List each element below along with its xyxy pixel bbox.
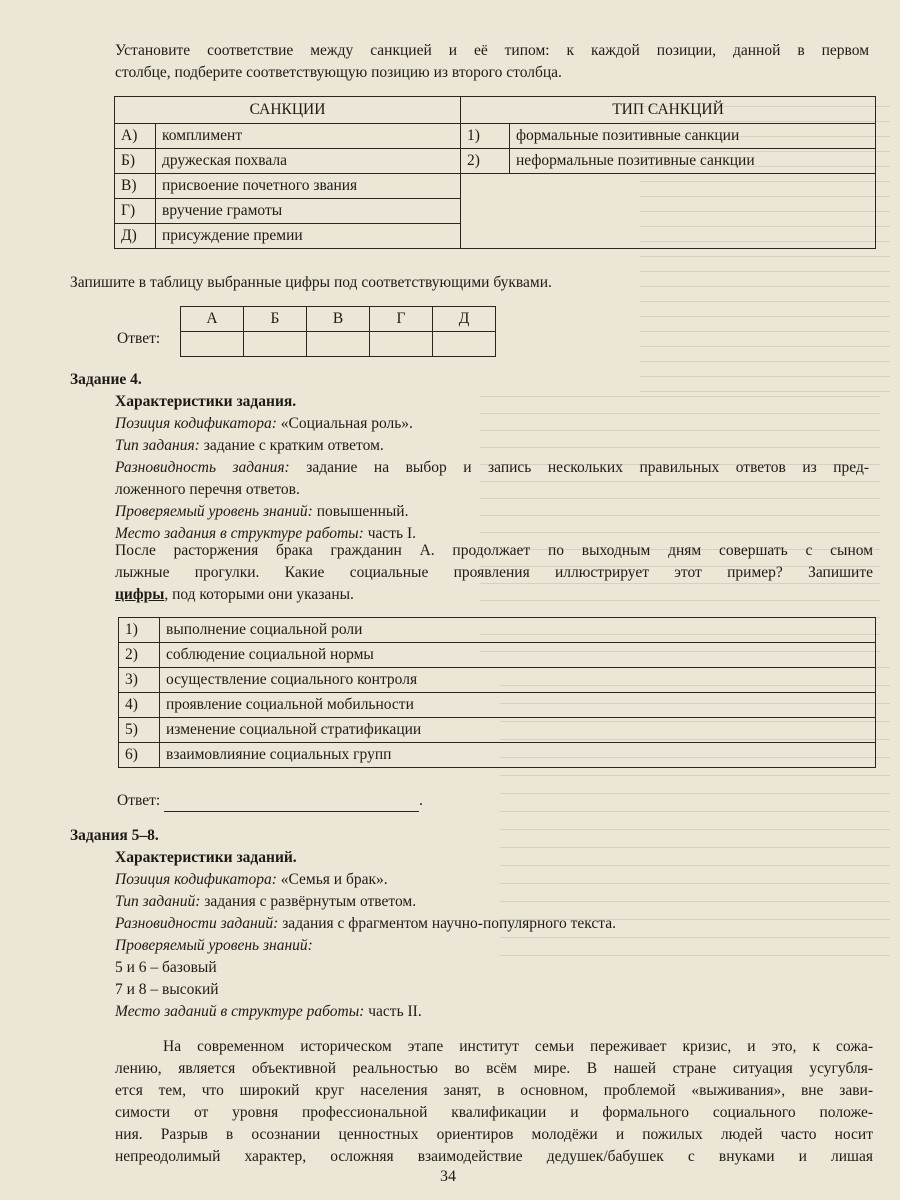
value: часть I.: [363, 525, 416, 542]
option-num: 6): [119, 743, 160, 768]
answer-end: .: [419, 792, 423, 809]
paragraph-line: лению, является объективной реальностью во всём мире. В нашей стране ситуация усугубля-: [115, 1060, 873, 1077]
row-letter: В): [115, 174, 156, 199]
task4-question-line3: [115, 584, 354, 606]
task58-line1: [115, 869, 388, 891]
value: повышенный.: [312, 503, 409, 520]
task4-line3: [115, 457, 869, 479]
value: часть II.: [364, 1003, 422, 1020]
option-text: взаимовлияние социальных групп: [160, 743, 876, 768]
value: задание с кратким ответом.: [199, 437, 384, 454]
task58-title: Задания 5–8.: [70, 827, 159, 844]
task58-line5: [115, 1001, 422, 1023]
label: Позиция кодификатора:: [115, 871, 277, 888]
paragraph-line: непреодолимый характер, осложняя взаимодействие дедушек/бабушек с внуками и лишая: [115, 1148, 873, 1165]
label: Позиция кодификатора:: [115, 415, 277, 432]
task4-line2: [115, 435, 384, 457]
paragraph-line: симости от уровня профессиональной квалификации и формального социального положе-: [115, 1104, 873, 1121]
answer-cell[interactable]: [181, 332, 244, 357]
answer-cell[interactable]: [244, 332, 307, 357]
answer-letter: Д: [433, 307, 496, 332]
option-num: 3): [119, 668, 160, 693]
row-sanction: присвоение почетного звания: [156, 174, 461, 199]
answer-letter: Г: [370, 307, 433, 332]
task4-line4: [115, 501, 408, 523]
task4-char-title: Характеристики задания.: [115, 393, 297, 410]
option-text: осуществление социального контроля: [160, 668, 876, 693]
label: Место задания в структуре работы:: [115, 525, 364, 542]
value: задания с развёрнутым ответом.: [200, 893, 417, 910]
paragraph-line: На современном историческом этапе институт семьи переживает кризис, и это, к сожа-: [163, 1038, 873, 1055]
option-text: изменение социальной стратификации: [160, 718, 876, 743]
row-letter: Д): [115, 224, 156, 249]
emphasis: цифры: [115, 586, 165, 603]
row-type-num: 2): [461, 149, 510, 174]
task58-line2: [115, 891, 416, 913]
row-sanction: комплимент: [156, 124, 461, 149]
option-text: проявление социальной мобильности: [160, 693, 876, 718]
task4-line1: [115, 413, 413, 435]
label: Разновидность задания:: [115, 459, 290, 476]
page-number: 34: [440, 1168, 456, 1185]
answer-letter: В: [307, 307, 370, 332]
answer-cell[interactable]: [433, 332, 496, 357]
row-letter: Б): [115, 149, 156, 174]
matching-table: [114, 96, 876, 249]
empty-type-cell: [461, 174, 876, 249]
row-sanction: вручение грамоты: [156, 199, 461, 224]
task3-instruction: Запишите в таблицу выбранные цифры под соответствующими буквами.: [70, 274, 552, 291]
answer-grid: [180, 306, 496, 357]
text: , под которыми они указаны.: [164, 586, 354, 603]
option-num: 4): [119, 693, 160, 718]
answer-line[interactable]: [164, 795, 419, 812]
label: Тип задания:: [115, 437, 200, 454]
row-type-num: 1): [461, 124, 510, 149]
value: «Семья и брак».: [276, 871, 388, 888]
value: «Социальная роль».: [276, 415, 413, 432]
row-letter: Г): [115, 199, 156, 224]
task58-line4: Проверяемый уровень знаний:: [115, 937, 313, 954]
label: Разновидности заданий:: [115, 915, 279, 932]
row-sanction: дружеская похвала: [156, 149, 461, 174]
option-text: выполнение социальной роли: [160, 618, 876, 643]
answer-letter: Б: [244, 307, 307, 332]
paragraph-line: ния. Разрыв в осознании ценностных ориентиров молодёжи и пожилых людей часто носит: [115, 1126, 873, 1143]
option-num: 1): [119, 618, 160, 643]
paragraph-line: ется тем, что широкий круг населения занят, в основном, проблемой «выживания», вне зави-: [115, 1082, 873, 1099]
answer-letter: А: [181, 307, 244, 332]
task58-level-basic: 5 и 6 – базовый: [115, 959, 217, 976]
task58-char-title: Характеристики заданий.: [115, 849, 297, 866]
value: задания с фрагментом научно-популярного текста.: [278, 915, 617, 932]
label: Тип заданий:: [115, 893, 201, 910]
label: Проверяемый уровень знаний:: [115, 503, 313, 520]
answer-cell[interactable]: [370, 332, 433, 357]
row-type: неформальные позитивные санкции: [510, 149, 876, 174]
task4-question-line1: После расторжения брака гражданин А. продолжает по выходным дням совершать с сыном: [115, 542, 873, 559]
task58-line3: [115, 913, 616, 935]
answer-cell[interactable]: [307, 332, 370, 357]
options-table: [118, 617, 876, 768]
label: Место заданий в структуре работы:: [115, 1003, 365, 1020]
option-text: соблюдение социальной нормы: [160, 643, 876, 668]
option-num: 5): [119, 718, 160, 743]
task3-intro-line1: Установите соответствие между санкцией и её типом: к каждой позиции, данной в первом: [115, 42, 869, 59]
task4-title: Задание 4.: [70, 371, 142, 388]
row-type: формальные позитивные санкции: [510, 124, 876, 149]
task3-intro-line2: столбце, подберите соответствующую позицию из второго столбца.: [115, 64, 562, 81]
value: задание на выбор и запись нескольких правильных ответов из пред-: [289, 459, 869, 476]
col-header-types: ТИП САНКЦИЙ: [461, 97, 876, 124]
answer-label: Ответ:: [117, 792, 161, 809]
row-letter: А): [115, 124, 156, 149]
task4-line3b: ложенного перечня ответов.: [115, 481, 300, 498]
col-header-sanctions: САНКЦИИ: [115, 97, 461, 124]
task4-question-line2: лыжные прогулки. Какие социальные проявления иллюстрирует этот пример? Запишите: [115, 564, 873, 581]
row-sanction: присуждение премии: [156, 224, 461, 249]
answer-label: Ответ:: [117, 330, 161, 347]
task4-answer: [117, 790, 423, 812]
option-num: 2): [119, 643, 160, 668]
task58-level-high: 7 и 8 – высокий: [115, 981, 219, 998]
